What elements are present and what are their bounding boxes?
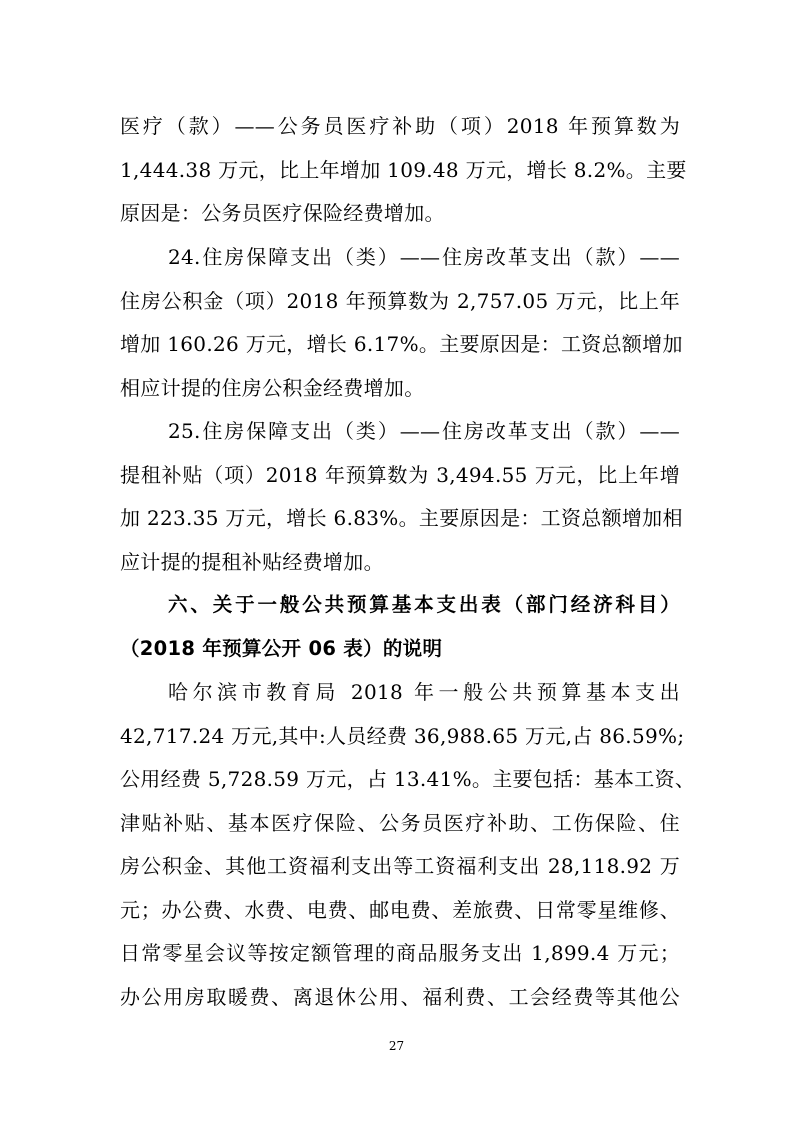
paragraph-line: 提租补贴（项）2018 年预算数为 3,494.55 万元，比上年增 [120,463,680,487]
paragraph-line: 办公用房取暖费、离退休公用、福利费、工会经费等其他公 [120,985,680,1009]
paragraph-line: 原因是：公务员医疗保险经费增加。 [120,201,445,225]
section-heading: （2018 年预算公开 06 表）的说明 [120,637,443,660]
paragraph-line: 哈尔滨市教育局 2018 年一般公共预算基本支出 [168,680,680,704]
section-heading: 六、关于一般公共预算基本支出表（部门经济科目） [168,593,680,616]
paragraph-line: 应计提的提租补贴经费增加。 [120,550,384,574]
paragraph-line: 加 223.35 万元，增长 6.83%。主要原因是：工资总额增加相 [120,506,683,530]
paragraph-line: 房公积金、其他工资福利支出等工资福利支出 28,118.92 万 [120,854,680,878]
paragraph-line: 元；办公费、水费、电费、邮电费、差旅费、日常零星维修、 [120,898,680,922]
paragraph-line: 公用经费 5,728.59 万元，占 13.41%。主要包括：基本工资、 [120,767,696,791]
paragraph-line: 增加 160.26 万元，增长 6.17%。主要原因是：工资总额增加 [120,332,683,356]
paragraph-line: 42,717.24 万元,其中:人员经费 36,988.65 万元,占 86.59%; [120,724,685,748]
paragraph-line: 日常零星会议等按定额管理的商品服务支出 1,899.4 万元； [120,941,680,965]
page-number: 27 [388,1039,405,1053]
paragraph-line: 住房公积金（项）2018 年预算数为 2,757.05 万元，比上年 [120,289,680,313]
paragraph-line: 津贴补贴、基本医疗保险、公务员医疗补助、工伤保险、住 [120,811,680,835]
paragraph-line: 24.住房保障支出（类）——住房改革支出（款）—— [168,245,680,269]
paragraph-line: 1,444.38 万元，比上年增加 109.48 万元，增长 8.2%。主要 [120,158,687,182]
paragraph-line: 医疗（款）——公务员医疗补助（项）2018 年预算数为 [120,114,680,138]
paragraph-line: 相应计提的住房公积金经费增加。 [120,376,425,400]
paragraph-line: 25.住房保障支出（类）——住房改革支出（款）—— [168,419,680,443]
